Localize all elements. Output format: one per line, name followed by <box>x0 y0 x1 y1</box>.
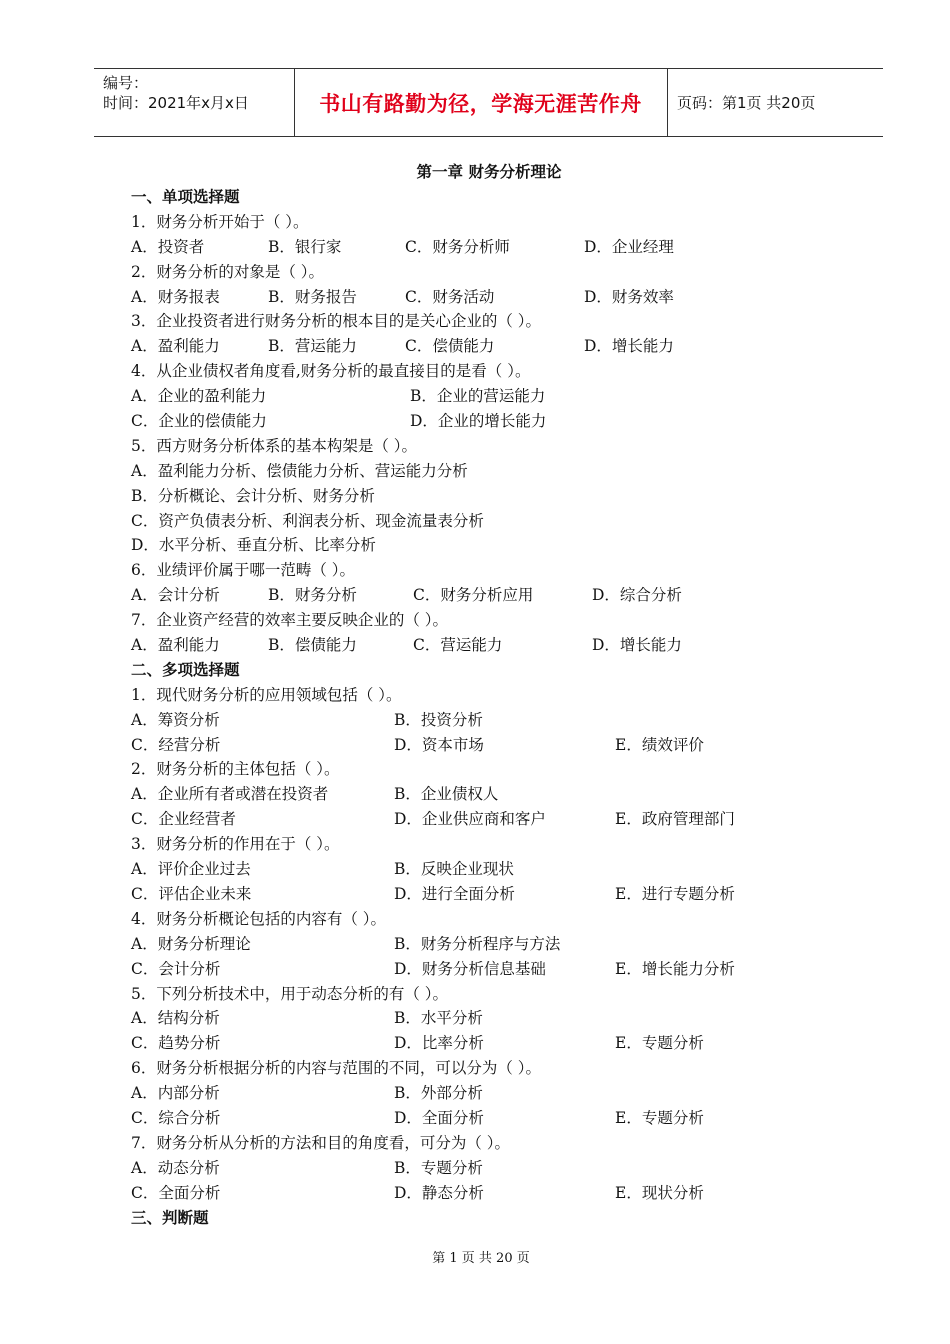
section-heading: 三、判断题 <box>131 1207 209 1227</box>
option-row <box>131 285 851 310</box>
option-first: A．筹资分析 <box>131 710 220 729</box>
header-page-cell <box>668 69 883 136</box>
question-line: 1．现代财务分析的应用领域包括（ ）。 <box>131 685 402 704</box>
option-first: A．动态分析 <box>131 1158 220 1177</box>
question-line: 7．企业资产经营的效率主要反映企业的（ ）。 <box>131 611 449 630</box>
option-row <box>131 932 851 957</box>
option-second: D．静态分析 <box>394 1183 484 1202</box>
question-line: C．资产负债表分析、利润表分析、现金流量表分析 <box>131 511 484 530</box>
option-c: C．财务活动 <box>405 287 495 306</box>
option-row <box>131 409 851 434</box>
option-d: D．增长能力 <box>592 636 682 655</box>
option-left: C．企业的偿债能力 <box>131 412 267 431</box>
option-row <box>131 1031 851 1056</box>
option-row <box>131 882 851 907</box>
option-row <box>131 1006 851 1031</box>
option-first: A．内部分析 <box>131 1084 220 1103</box>
option-row <box>131 782 851 807</box>
option-first: C．企业经营者 <box>131 810 236 829</box>
option-d: D．企业经理 <box>584 237 674 256</box>
option-c: C．财务分析师 <box>405 237 510 256</box>
question-line: 1．财务分析开始于（ ）。 <box>131 212 309 231</box>
option-first: C．经营分析 <box>131 735 221 754</box>
option-third: E．政府管理部门 <box>615 810 735 829</box>
option-first: C．综合分析 <box>131 1108 221 1127</box>
option-third: E．现状分析 <box>615 1183 704 1202</box>
question-line: 2．财务分析的主体包括（ ）。 <box>131 760 340 779</box>
option-second: B．投资分析 <box>394 710 483 729</box>
number-label: 编号： <box>103 74 149 92</box>
section-heading: 二、多项选择题 <box>131 659 240 679</box>
option-d: D．增长能力 <box>584 337 674 356</box>
chapter-title: 第一章 财务分析理论 <box>416 162 562 181</box>
header-meta-cell <box>94 69 295 136</box>
option-first: A．财务分析理论 <box>131 934 251 953</box>
option-a: A．会计分析 <box>131 586 220 605</box>
option-row <box>131 633 851 658</box>
option-row <box>131 235 851 260</box>
option-right: D．企业的增长能力 <box>410 412 547 431</box>
option-second: D．比率分析 <box>394 1034 484 1053</box>
option-second: B．反映企业现状 <box>394 860 514 879</box>
option-first: A．结构分析 <box>131 1009 220 1028</box>
option-right: B．企业的营运能力 <box>410 387 546 406</box>
option-row <box>131 1106 851 1131</box>
option-second: D．企业供应商和客户 <box>394 810 546 829</box>
header-motto-cell <box>294 69 668 136</box>
section-heading: 一、单项选择题 <box>131 187 240 206</box>
question-line: 6．财务分析根据分析的内容与范围的不同，可以分为（ ）。 <box>131 1059 542 1078</box>
motto-text: 书山有路勤为径，学海无涯苦作舟 <box>319 91 642 116</box>
option-first: C．会计分析 <box>131 959 221 978</box>
option-b: B．偿债能力 <box>268 636 357 655</box>
question-line: A．盈利能力分析、偿债能力分析、营运能力分析 <box>131 461 468 480</box>
question-line: 5．西方财务分析体系的基本构架是（ ）。 <box>131 436 418 455</box>
header-table <box>94 68 883 137</box>
option-c: C．营运能力 <box>413 636 503 655</box>
option-second: D．资本市场 <box>394 735 484 754</box>
option-row <box>131 807 851 832</box>
option-left: A．企业的盈利能力 <box>131 387 267 406</box>
question-line: 7．财务分析从分析的方法和目的角度看，可分为（ ）。 <box>131 1133 511 1152</box>
option-second: B．财务分析程序与方法 <box>394 934 561 953</box>
question-line: B．分析概论、会计分析、财务分析 <box>131 486 375 505</box>
page-info: 页码：第1页 共20页 <box>677 94 816 112</box>
option-row <box>131 857 851 882</box>
option-first: C．全面分析 <box>131 1183 221 1202</box>
question-line: 3．企业投资者进行财务分析的根本目的是关心企业的（ ）。 <box>131 312 542 331</box>
option-b: B．财务报告 <box>268 287 357 306</box>
option-second: B．水平分析 <box>394 1009 483 1028</box>
option-first: A．企业所有者或潜在投资者 <box>131 785 329 804</box>
option-row <box>131 384 851 409</box>
option-row <box>131 334 851 359</box>
question-list <box>131 185 851 1230</box>
question-line: 4．从企业债权者角度看,财务分析的最直接目的是看（ ）。 <box>131 362 531 381</box>
option-row <box>131 1156 851 1181</box>
option-third: E．绩效评价 <box>615 735 704 754</box>
time-label: 时间：2021年x月x日 <box>103 94 249 112</box>
option-row <box>131 957 851 982</box>
option-a: A．投资者 <box>131 237 205 256</box>
option-second: D．全面分析 <box>394 1108 484 1127</box>
option-b: B．财务分析 <box>268 586 357 605</box>
option-d: D．综合分析 <box>592 586 682 605</box>
option-b: B．营运能力 <box>268 337 357 356</box>
option-third: E．进行专题分析 <box>615 884 735 903</box>
option-row <box>131 1181 851 1206</box>
option-d: D．财务效率 <box>584 287 674 306</box>
option-first: C．评估企业未来 <box>131 884 252 903</box>
option-a: A．盈利能力 <box>131 636 220 655</box>
option-c: C．偿债能力 <box>405 337 495 356</box>
option-third: E．专题分析 <box>615 1108 704 1127</box>
option-c: C．财务分析应用 <box>413 586 534 605</box>
option-second: B．企业债权人 <box>394 785 499 804</box>
option-third: E．增长能力分析 <box>615 959 735 978</box>
question-line: 3．财务分析的作用在于（ ）。 <box>131 835 340 854</box>
option-b: B．银行家 <box>268 237 342 256</box>
question-line: 5．下列分析技术中，用于动态分析的有（ ）。 <box>131 984 449 1003</box>
question-line: 4．财务分析概论包括的内容有（ ）。 <box>131 909 387 928</box>
option-first: C．趋势分析 <box>131 1034 221 1053</box>
question-line: 2．财务分析的对象是（ ）。 <box>131 262 325 281</box>
question-line: 6．业绩评价属于哪一范畴（ ）。 <box>131 561 356 580</box>
option-row <box>131 733 851 758</box>
option-a: A．盈利能力 <box>131 337 220 356</box>
option-third: E．专题分析 <box>615 1034 704 1053</box>
option-row <box>131 583 851 608</box>
option-second: B．专题分析 <box>394 1158 483 1177</box>
option-a: A．财务报表 <box>131 287 220 306</box>
option-row <box>131 1081 851 1106</box>
option-second: D．财务分析信息基础 <box>394 959 546 978</box>
option-row <box>131 708 851 733</box>
page-footer: 第 1 页 共 20 页 <box>432 1251 530 1266</box>
question-line: D．水平分析、垂直分析、比率分析 <box>131 536 376 555</box>
option-first: A．评价企业过去 <box>131 860 251 879</box>
option-second: D．进行全面分析 <box>394 884 515 903</box>
option-second: B．外部分析 <box>394 1084 483 1103</box>
